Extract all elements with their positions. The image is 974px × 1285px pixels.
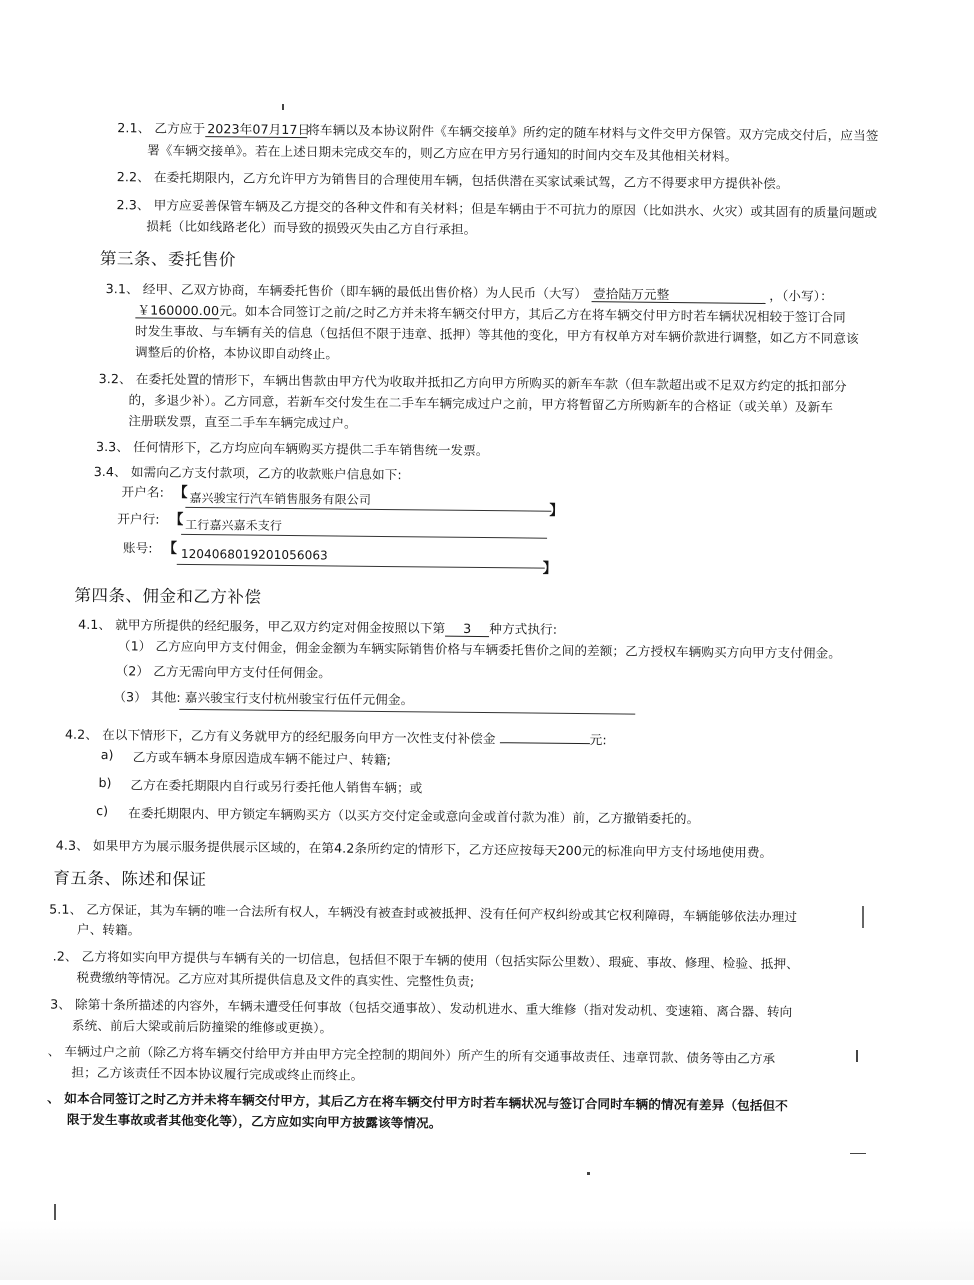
clause-3-3: 3.3、 任何情形下，乙方均应向车辆购买方提供二手车销售统一发票。 <box>95 438 489 459</box>
account-number-label: 账号: <box>122 540 153 556</box>
scan-edge-mark <box>856 1050 858 1062</box>
compensation-amount-field <box>500 730 590 744</box>
clause-4-1-suffix: 种方式执行: <box>489 621 558 637</box>
item-b-label: b) <box>98 775 112 791</box>
item-c-label: c) <box>96 802 109 819</box>
scan-speck <box>587 1172 590 1175</box>
clause-5-4-line2: 担；乙方该责任不因本协议履行完成或终止而终止。 <box>71 1064 364 1083</box>
account-number-bracket-close: 】 <box>542 560 557 577</box>
account-name-bracket-close: 】 <box>549 502 564 519</box>
clause-5-2-line1: .2、 乙方将如实向甲方提供与车辆有关的一切信息，包括但不限于车辆的使用（包括实际公里数）、瑕疵、事故、修理、检验、抵押、 <box>52 948 799 972</box>
clause-3-1-text: 元。如本合同签订之前/之时乙方并未将车辆交付甲方，其后乙方在将车辆交付甲方时若车辆状况相较于签订合同 <box>219 303 846 325</box>
account-number-bracket-open: 【 <box>162 540 178 557</box>
clause-2-3-line2: 损耗（比如线路老化）而导致的损毁灭失由乙方自行承担。 <box>146 218 477 237</box>
item-c-text: 在委托期限内、甲方锁定车辆购买方（以买方交付定金或意向金或首付款为准）前，乙方撤销委托的。 <box>128 805 700 827</box>
commission-option-2: （2） 乙方无需向甲方支付任何佣金。 <box>115 663 332 681</box>
commission-option-1: （1） 乙方应向甲方支付佣金，佣金金额为车辆实际销售价格与车辆委托售价之间的差额；乙方授权车辆购买方向甲方支付佣金。 <box>117 638 842 661</box>
account-name-value: 嘉兴骏宝行汽车销售服务有限公司 <box>189 490 372 507</box>
price-uppercase-field: 壹拾陆万元整 <box>591 287 765 304</box>
clause-5-2-line2: 税费缴纳等情况。乙方应对其所提供信息及文件的真实性、完整性负责; <box>76 969 475 989</box>
bank-underline <box>181 534 547 539</box>
clause-3-1-prefix: 3.1、 经甲、乙双方协商，车辆委托售价（即车辆的最低出售价格）为人民币（大写） <box>105 281 588 302</box>
clause-4-2-prefix: 4.2、 在以下情形下，乙方有义务就甲方的经纪服务向甲方一次性支付补偿金 <box>64 726 496 747</box>
commission-option-3-underline <box>179 709 635 715</box>
section-3-heading: 第三条、委托售价 <box>99 249 237 270</box>
clause-4-3: 4.3、 如果甲方为展示服务提供展示区域的，在第4.2条所约定的情形下，乙方还应按每天200元的标准向甲方支付场地使用费。 <box>55 837 773 861</box>
clause-3-4: 3.4、 如需向乙方支付款项，乙方的收款账户信息如下: <box>93 463 402 483</box>
clause-3-2-line3: 注册联发票，直至二手车车辆完成过户。 <box>128 413 357 431</box>
scan-edge-mark <box>862 906 864 928</box>
bank-bracket-open: 【 <box>169 511 184 528</box>
clause-4-2 <box>65 726 607 749</box>
section-5-heading: 育五条、陈述和保证 <box>53 868 207 890</box>
clause-2-1-line2: 署《车辆交接单》。若在上述日期未完成交车的，则乙方应在甲方另行通知的时间内交车及其他相关材料。 <box>147 142 738 164</box>
clause-3-1-line4: 调整后的价格，本协议即自动终止。 <box>134 344 339 362</box>
clause-2-1-text: 将车辆以及本协议附件《车辆交接单》所约定的随车材料与文件交甲方保管。双方完成交付后，应当签 <box>307 122 879 144</box>
clause-2-1-line1 <box>117 120 878 144</box>
scan-speck <box>282 104 284 110</box>
commission-option-3 <box>113 689 413 708</box>
clause-5-1-line1: 5.1、 乙方保证，其为车辆的唯一合法所有权人，车辆没有被查封或被抵押、没有任何产权纠纷或其它权利障碍，车辆能够依法办理过 <box>49 901 798 925</box>
clause-5-4-line1: 、 车辆过户之前（除乙方将车辆交付给甲方并由甲方完全控制的期间外）所产生的所有交通事故责任、违章罚款、债务等由乙方承 <box>47 1043 776 1067</box>
clause-3-1-line2 <box>135 302 845 325</box>
section-4-heading: 第四条、佣金和乙方补偿 <box>74 585 262 607</box>
account-number-underline <box>177 564 545 569</box>
clause-3-1-line1 <box>106 281 833 305</box>
account-number-value: 1204068019201056063 <box>180 546 328 563</box>
delivery-date-field: 2023年07月17日 <box>205 122 307 138</box>
clause-4-1-prefix: 4.1、 就甲方所提供的经纪服务，甲乙双方约定对佣金按照以下第 <box>78 616 446 636</box>
price-amount-field: ￥160000.00 <box>135 303 219 319</box>
clause-3-1-small-label: ，（小写）： <box>769 288 833 304</box>
account-name-bracket-open: 【 <box>173 484 188 501</box>
scan-bottom-shade <box>0 1220 974 1280</box>
clause-5-3-line1: 3、 除第十条所描述的内容外，车辆未遭受任何事故（包括交通事故）、发动机进水、重大维修（指对发动机、变速箱、离合器、转向 <box>50 996 793 1020</box>
item-a-label: a) <box>100 747 114 763</box>
account-name-label: 开户名: <box>121 484 165 500</box>
clause-5-5-line1: 、 如本合同签订之时乙方并未将车辆交付甲方，其后乙方在将车辆交付甲方时若车辆状况与签订合同时车辆的情况有差异（包括但不 <box>47 1090 788 1114</box>
clause-2-2: 2.2、 在委托期限内，乙方允许甲方为销售目的合理使用车辆，包括供潜在买家试乘试驾，乙方不得要求甲方提供补偿。 <box>116 169 789 192</box>
clause-3-1-line3: 时发生事故、与车辆有关的信息（包括但不限于违章、抵押）等其他的变化，甲方有权单方对车辆价款进行调整，如乙方不同意该 <box>135 323 859 346</box>
commission-option-field: 3 <box>445 622 489 637</box>
clause-2-3-line1: 2.3、 甲方应妥善保管车辆及乙方提交的各种文件和有关材料；但是车辆由于不可抗力的原因（比如洪水、火灾）或其固有的质量问题或 <box>116 197 878 221</box>
clause-5-1-line2: 户、转籍。 <box>76 921 141 938</box>
clause-3-2-line1: 3.2、 在委托处置的情形下，车辆出售款由甲方代为收取并抵扣乙方向甲方所购买的新车车款（但车款超出或不足双方约定的抵扣部分 <box>98 370 847 394</box>
commission-option-3-label: （3） 其他: <box>113 689 181 705</box>
scan-edge-mark <box>850 1153 866 1154</box>
clause-4-2-suffix: 元: <box>589 732 607 748</box>
clause-4-1 <box>78 617 557 638</box>
bank-value: 工行嘉兴嘉禾支行 <box>185 517 283 533</box>
item-b-text: 乙方在委托期限内自行或另行委托他人销售车辆；或 <box>130 777 423 796</box>
clause-5-3-line2: 系统、前后大梁或前后防撞梁的维修或更换）。 <box>71 1017 333 1036</box>
clause-2-1-prefix: 2.1、 乙方应于 <box>117 120 206 137</box>
commission-option-3-value: 嘉兴骏宝行支付杭州骏宝行伍仟元佣金。 <box>184 689 414 708</box>
clause-3-2-line2: 的，多退少补）。乙方同意，若新车交付发生在二手车车辆完成过户之前，甲方将暂留乙方所购新车的合格证（或关单）及新车 <box>128 392 834 415</box>
item-a-text: 乙方或车辆本身原因造成车辆不能过户、转籍; <box>132 749 392 768</box>
clause-5-5-line2: 限于发生事故或者其他变化等），乙方应如实向甲方披露该等情况。 <box>66 1111 442 1131</box>
bank-label: 开户行: <box>117 511 160 527</box>
